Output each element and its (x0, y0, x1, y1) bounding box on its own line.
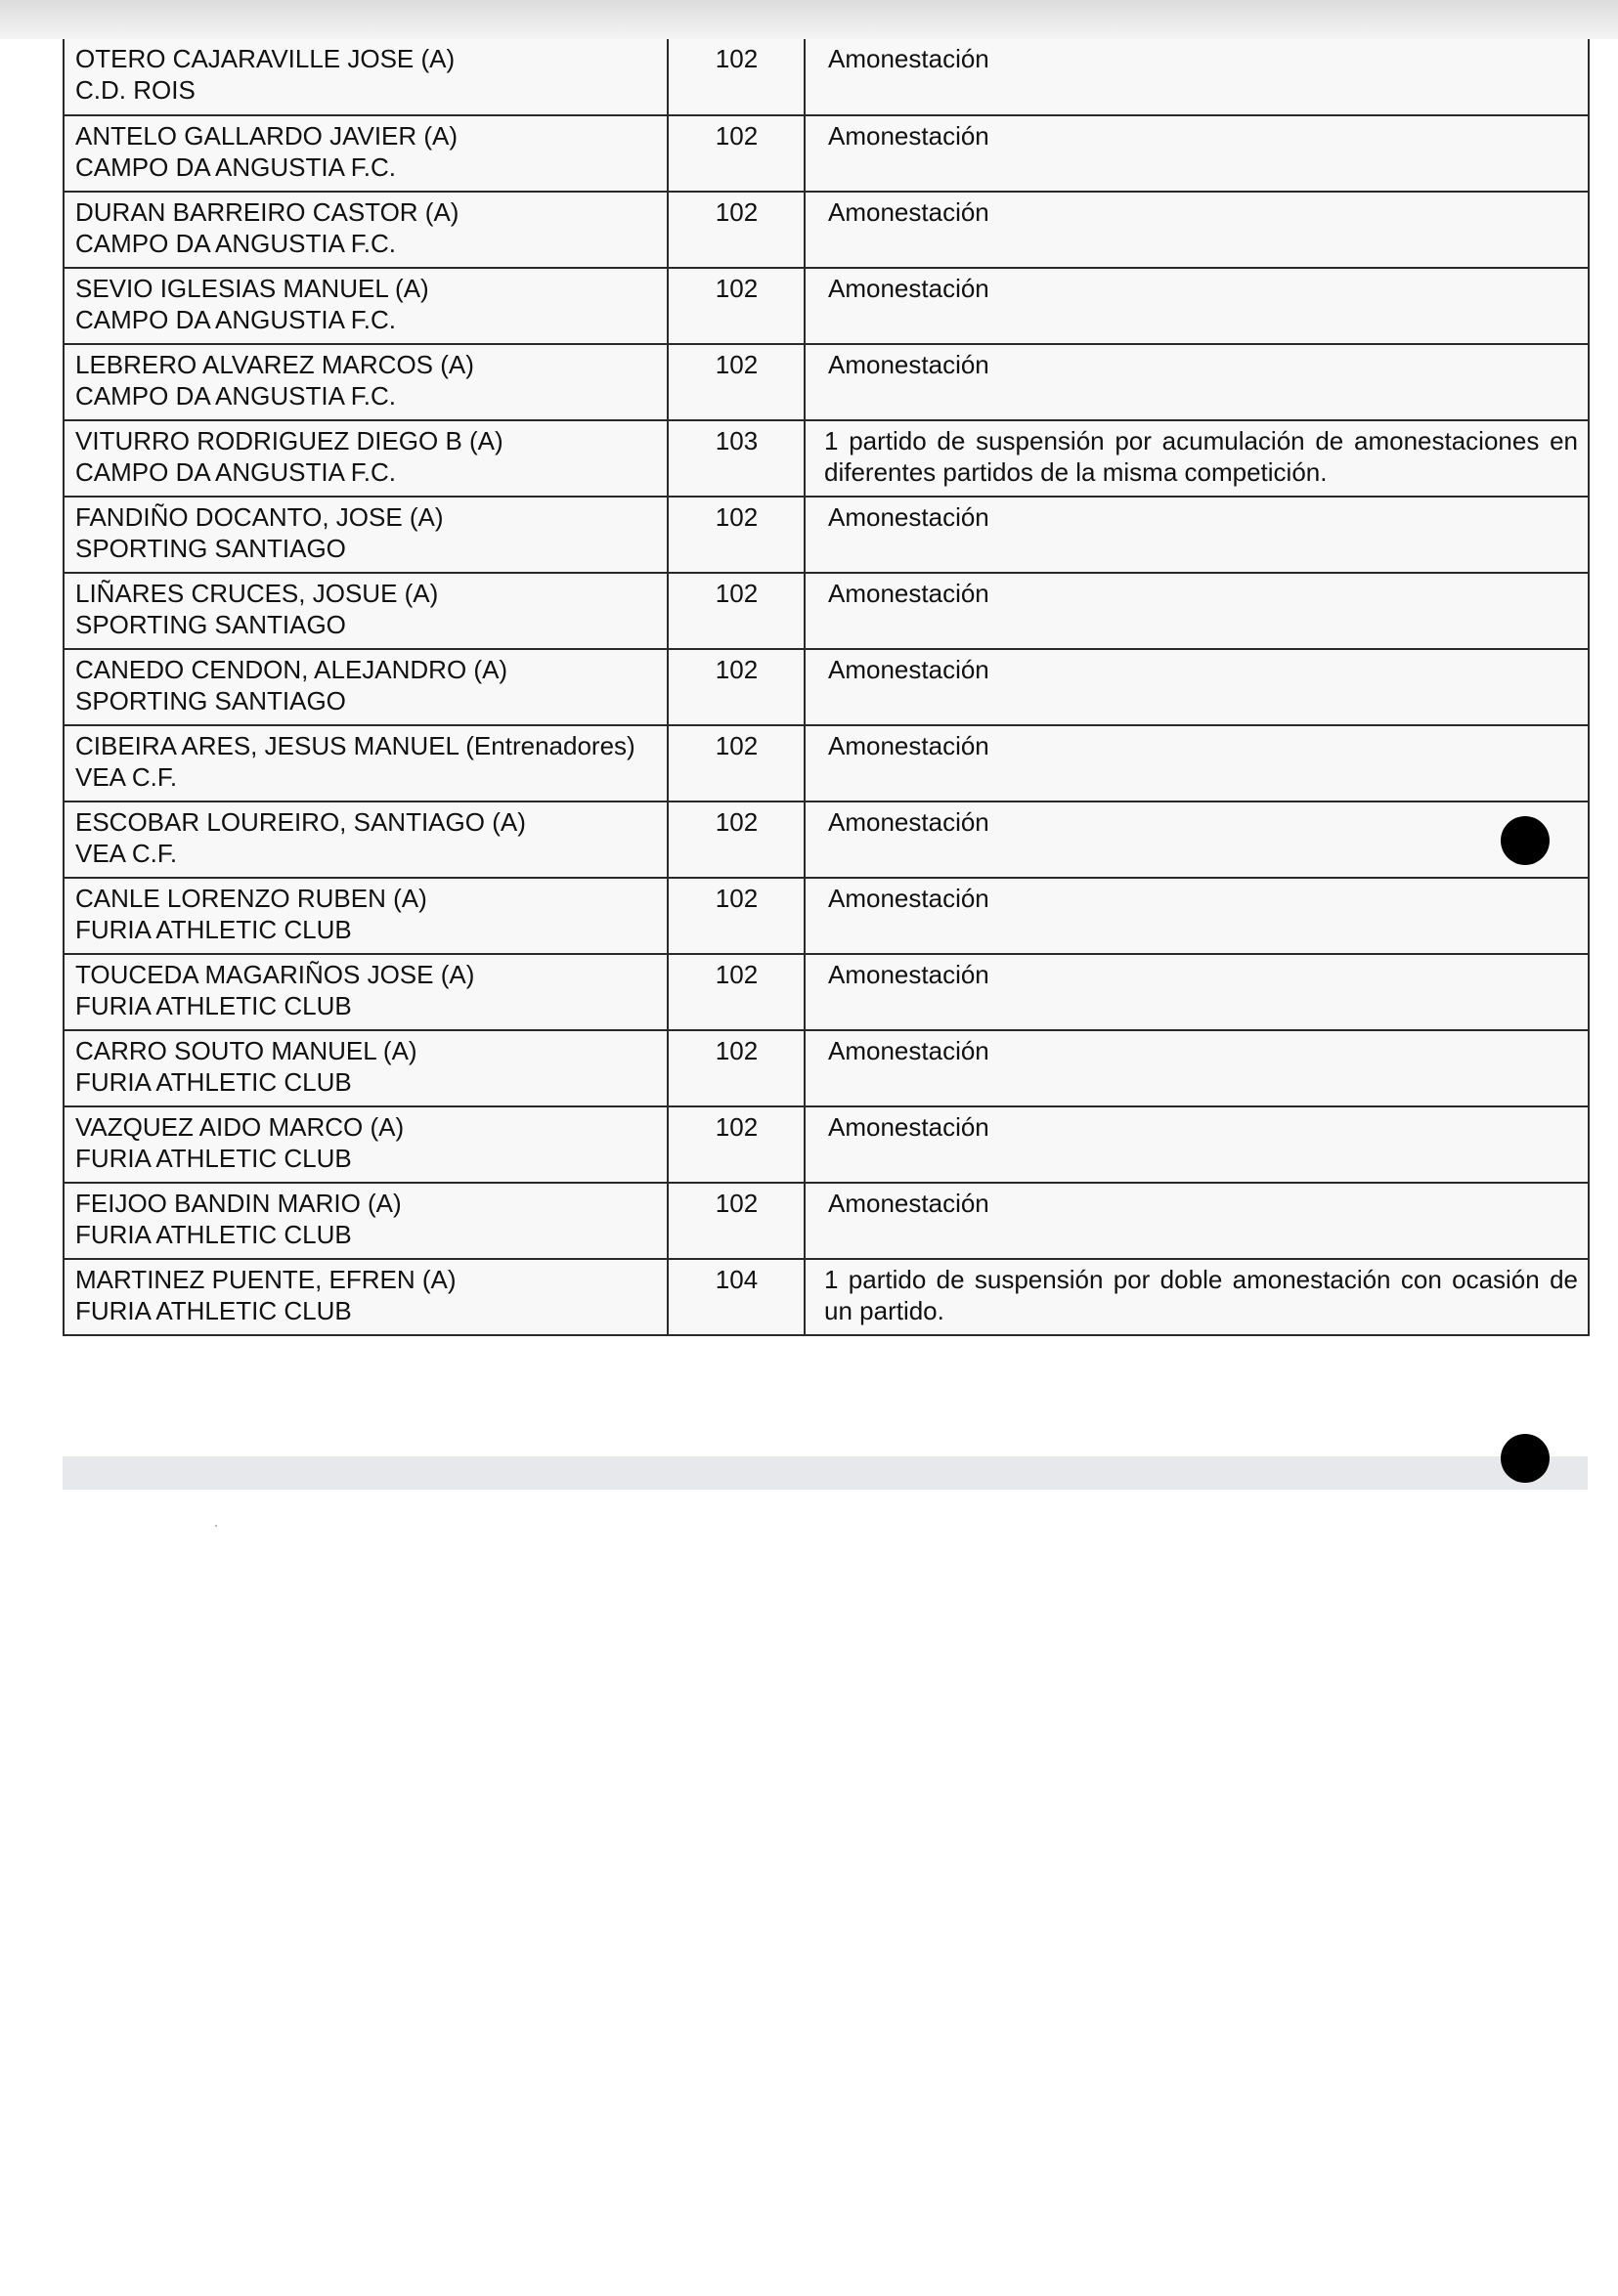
sanction-text: Amonestación (828, 731, 989, 760)
scan-speck (215, 1525, 217, 1527)
club-name: VEA C.F. (75, 762, 178, 792)
player-cell (64, 39, 668, 115)
article-code: 102 (668, 1183, 805, 1259)
sanction-cell (805, 1106, 1589, 1183)
table-row (64, 344, 1589, 420)
player-cell (64, 1259, 668, 1335)
player-name: VAZQUEZ AIDO MARCO (A) (75, 1112, 405, 1142)
sanction-cell (805, 801, 1589, 878)
sanction-text: Amonestación (828, 1036, 989, 1065)
sanction-cell (805, 39, 1589, 115)
sanction-cell (805, 573, 1589, 649)
sanction-text: Amonestación (828, 121, 989, 151)
sanction-text: Amonestación (828, 655, 989, 684)
sanction-cell (805, 497, 1589, 573)
article-code: 102 (668, 268, 805, 344)
club-name: FURIA ATHLETIC CLUB (75, 991, 352, 1020)
sanctions-table (63, 39, 1590, 1336)
sanction-text: Amonestación (828, 579, 989, 608)
table-row (64, 801, 1589, 878)
player-name: CANLE LORENZO RUBEN (A) (75, 884, 427, 913)
player-name: LEBRERO ALVAREZ MARCOS (A) (75, 350, 474, 379)
sanction-text: Amonestación (828, 44, 989, 73)
club-name: FURIA ATHLETIC CLUB (75, 1220, 352, 1249)
sanctions-table-container (63, 39, 1588, 1336)
table-row (64, 649, 1589, 725)
club-name: CAMPO DA ANGUSTIA F.C. (75, 305, 396, 334)
player-cell (64, 649, 668, 725)
player-cell (64, 1030, 668, 1106)
club-name: CAMPO DA ANGUSTIA F.C. (75, 152, 396, 182)
club-name: CAMPO DA ANGUSTIA F.C. (75, 381, 396, 411)
player-name: LIÑARES CRUCES, JOSUE (A) (75, 579, 439, 608)
player-cell (64, 192, 668, 268)
player-name: SEVIO IGLESIAS MANUEL (A) (75, 274, 429, 303)
sanction-cell (805, 725, 1589, 801)
player-cell (64, 573, 668, 649)
table-row (64, 420, 1589, 497)
player-cell (64, 801, 668, 878)
player-cell (64, 725, 668, 801)
sanction-text: Amonestación (828, 350, 989, 379)
club-name: C.D. ROIS (75, 75, 196, 105)
sanction-text: Amonestación (828, 884, 989, 913)
table-row (64, 954, 1589, 1030)
sanction-cell (805, 192, 1589, 268)
player-name: MARTINEZ PUENTE, EFREN (A) (75, 1265, 457, 1294)
player-cell (64, 1106, 668, 1183)
club-name: VEA C.F. (75, 839, 178, 868)
sanction-cell (805, 1259, 1589, 1335)
table-row (64, 1183, 1589, 1259)
article-code: 103 (668, 420, 805, 497)
player-name: FEIJOO BANDIN MARIO (A) (75, 1189, 402, 1218)
club-name: SPORTING SANTIAGO (75, 610, 346, 639)
sanction-cell (805, 1030, 1589, 1106)
article-code: 102 (668, 1106, 805, 1183)
article-code: 102 (668, 1030, 805, 1106)
table-row (64, 725, 1589, 801)
scan-top-border (0, 0, 1618, 39)
scan-shade (63, 1456, 1588, 1490)
player-cell (64, 115, 668, 192)
table-row (64, 573, 1589, 649)
table-row (64, 268, 1589, 344)
player-name: FANDIÑO DOCANTO, JOSE (A) (75, 502, 444, 532)
player-cell (64, 497, 668, 573)
table-row (64, 1106, 1589, 1183)
player-cell (64, 344, 668, 420)
article-code: 102 (668, 573, 805, 649)
sanction-cell (805, 878, 1589, 954)
article-code: 102 (668, 649, 805, 725)
table-row (64, 39, 1589, 115)
article-code: 102 (668, 801, 805, 878)
player-name: OTERO CAJARAVILLE JOSE (A) (75, 44, 456, 73)
club-name: SPORTING SANTIAGO (75, 686, 346, 715)
sanction-cell (805, 115, 1589, 192)
table-row (64, 115, 1589, 192)
article-code: 102 (668, 344, 805, 420)
sanction-text: Amonestación (828, 197, 989, 227)
sanction-text: 1 partido de suspensión por acumulación de amonestaciones en diferentes partidos de la misma competición. (824, 426, 1578, 487)
player-name: DURAN BARREIRO CASTOR (A) (75, 197, 459, 227)
article-code: 102 (668, 497, 805, 573)
club-name: CAMPO DA ANGUSTIA F.C. (75, 457, 396, 487)
sanction-cell (805, 649, 1589, 725)
table-row (64, 878, 1589, 954)
player-name: TOUCEDA MAGARIÑOS JOSE (A) (75, 960, 475, 989)
club-name: SPORTING SANTIAGO (75, 534, 346, 563)
sanction-text: Amonestación (828, 960, 989, 989)
punch-hole-icon (1501, 1434, 1550, 1483)
player-cell (64, 878, 668, 954)
player-cell (64, 954, 668, 1030)
player-name: CARRO SOUTO MANUEL (A) (75, 1036, 417, 1065)
article-code: 102 (668, 725, 805, 801)
article-code: 102 (668, 878, 805, 954)
article-code: 102 (668, 192, 805, 268)
table-row (64, 1259, 1589, 1335)
sanction-cell (805, 268, 1589, 344)
sanction-text: Amonestación (828, 807, 989, 837)
sanction-text: 1 partido de suspensión por doble amonestación con ocasión de un partido. (824, 1265, 1578, 1325)
sanction-text: Amonestación (828, 1189, 989, 1218)
club-name: FURIA ATHLETIC CLUB (75, 915, 352, 944)
punch-hole-icon (1501, 816, 1550, 865)
table-row (64, 497, 1589, 573)
sanction-text: Amonestación (828, 274, 989, 303)
sanction-text: Amonestación (828, 1112, 989, 1142)
sanction-cell (805, 1183, 1589, 1259)
table-row (64, 1030, 1589, 1106)
player-cell (64, 268, 668, 344)
player-name: ESCOBAR LOUREIRO, SANTIAGO (A) (75, 807, 526, 837)
sanction-cell (805, 954, 1589, 1030)
player-name: VITURRO RODRIGUEZ DIEGO B (A) (75, 426, 503, 455)
player-name: ANTELO GALLARDO JAVIER (A) (75, 121, 459, 151)
player-name: CIBEIRA ARES, JESUS MANUEL (Entrenadores) (75, 731, 635, 760)
player-name: CANEDO CENDON, ALEJANDRO (A) (75, 655, 508, 684)
article-code: 102 (668, 115, 805, 192)
club-name: FURIA ATHLETIC CLUB (75, 1067, 352, 1097)
article-code: 102 (668, 954, 805, 1030)
club-name: CAMPO DA ANGUSTIA F.C. (75, 229, 396, 258)
sanction-text: Amonestación (828, 502, 989, 532)
sanction-cell (805, 344, 1589, 420)
sanction-cell (805, 420, 1589, 497)
player-cell (64, 1183, 668, 1259)
table-row (64, 192, 1589, 268)
club-name: FURIA ATHLETIC CLUB (75, 1144, 352, 1173)
player-cell (64, 420, 668, 497)
article-code: 102 (668, 39, 805, 115)
club-name: FURIA ATHLETIC CLUB (75, 1296, 352, 1325)
article-code: 104 (668, 1259, 805, 1335)
